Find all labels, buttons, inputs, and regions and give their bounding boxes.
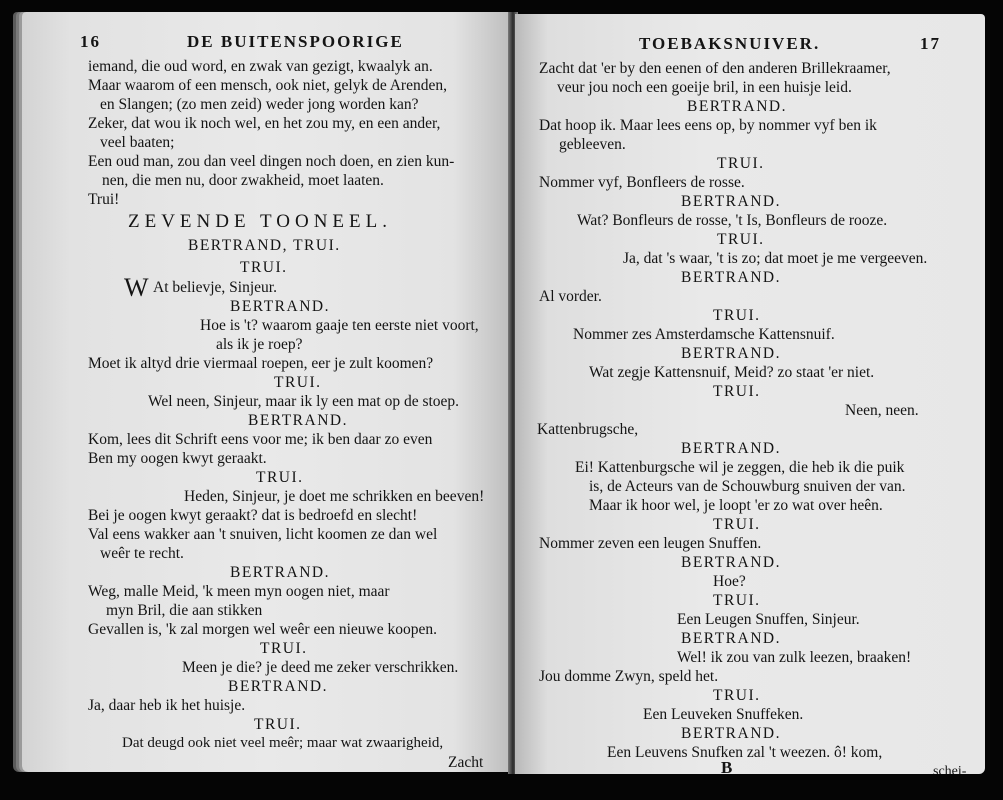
text-line: Zeker, dat wou ik noch wel, en het zou my, en een ander, <box>88 115 441 132</box>
text-line: Al vorder. <box>539 288 602 305</box>
text-line: Dat deugd ook niet veel meêr; maar wat zwaarigheid, <box>122 735 444 751</box>
text-line: Jou domme Zwyn, speld het. <box>539 668 719 685</box>
text-line: Moet ik altyd drie viermaal roepen, eer je zult koomen? <box>88 355 434 372</box>
speaker-label: BERTRAND. <box>687 98 787 115</box>
speaker-label: TRUI. <box>717 231 765 248</box>
text-line: Val eens wakker aan 't snuiven, licht koomen ze dan wel <box>88 526 438 543</box>
speaker-label: BERTRAND. <box>681 193 781 210</box>
left-page <box>22 12 512 772</box>
text-line: Wat zegje Kattensnuif, Meid? zo staat 'er niet. <box>589 364 875 381</box>
text-line: en Slangen; (zo men zeid) weder jong worden kan? <box>100 96 419 113</box>
text-line: Maar ik hoor wel, je loopt 'er zo wat over heên. <box>589 497 883 514</box>
text-line: Ja, dat 's waar, 't is zo; dat moet je me vergeeven. <box>623 250 928 267</box>
text-line: Een Leuveken Snuffeken. <box>643 706 804 723</box>
text-line: At believje, Sinjeur. <box>153 279 277 296</box>
right-page <box>515 14 985 774</box>
speaker-label: TRUI. <box>717 155 765 172</box>
text-line: Neen, neen. <box>845 402 919 419</box>
speaker-label: BERTRAND. <box>681 269 781 286</box>
text-line: als ik je roep? <box>216 336 303 353</box>
text-line: myn Bril, die aan stikken <box>106 602 263 619</box>
speaker-label: TRUI. <box>260 640 308 657</box>
speaker-label: TRUI. <box>713 307 761 324</box>
right-running-head: TOEBAKSNUIVER. <box>639 34 821 53</box>
text-line: Gevallen is, 'k zal morgen wel weêr een nieuwe koopen. <box>88 621 437 638</box>
text-line: Nommer zeven een leugen Snuffen. <box>539 535 762 552</box>
speaker-label: TRUI. <box>256 469 304 486</box>
speaker-label: BERTRAND. <box>228 678 328 695</box>
speaker-label: TRUI. <box>713 687 761 704</box>
speaker-label: TRUI. <box>254 716 302 733</box>
text-line: Hoe is 't? waarom gaaje ten eerste niet voort, <box>200 317 479 334</box>
speaker-label: TRUI. <box>713 383 761 400</box>
text-line: Dat hoop ik. Maar lees eens op, by nommer vyf ben ik <box>539 117 877 134</box>
text-line: Een oud man, zou dan veel dingen noch doen, en zien kun- <box>88 153 455 170</box>
signature-mark: B <box>721 758 733 774</box>
scene-heading: ZEVENDE TOONEEL. <box>128 211 392 232</box>
text-line: veel baaten; <box>100 134 175 151</box>
drop-cap: W <box>124 273 149 302</box>
speaker-label: BERTRAND. <box>681 440 781 457</box>
speaker-label: BERTRAND. <box>681 345 781 362</box>
left-page-number: 16 <box>80 32 101 51</box>
text-line: veur jou noch een goeije bril, in een huisje leid. <box>557 79 852 96</box>
text-line: is, de Acteurs van de Schouwburg snuiven der van. <box>589 478 906 495</box>
catchword: Zacht <box>448 754 484 771</box>
speaker-label: TRUI. <box>713 516 761 533</box>
text-line: Heden, Sinjeur, je doet me schrikken en beeven! <box>184 488 485 505</box>
text-line: iemand, die oud word, en zwak van gezigt, kwaalyk an. <box>88 58 433 75</box>
text-line: Wel neen, Sinjeur, maar ik ly een mat op de stoep. <box>148 393 460 410</box>
text-line: nen, die men nu, door zwakheid, moet laaten. <box>102 172 384 189</box>
text-line: Bei je oogen kwyt geraakt? dat is bedroefd en slecht! <box>88 507 418 524</box>
text-line: Maar waarom of een mensch, ook niet, gelyk de Arenden, <box>88 77 447 94</box>
character-list: BERTRAND, TRUI. <box>188 237 341 254</box>
text-line: gebleeven. <box>559 136 626 153</box>
speaker-label: TRUI. <box>713 592 761 609</box>
catchword: schei- <box>933 764 967 774</box>
text-line: Wat? Bonfleurs de rosse, 't Is, Bonfleurs de rooze. <box>577 212 888 229</box>
text-line: Kom, lees dit Schrift eens voor me; ik ben daar zo even <box>88 431 433 448</box>
text-line: Zacht dat 'er by den eenen of den anderen Brillekraamer, <box>539 60 891 77</box>
text-line: Een Leugen Snuffen, Sinjeur. <box>677 611 860 628</box>
speaker-label: BERTRAND. <box>681 725 781 742</box>
speaker-label: TRUI. <box>240 259 288 276</box>
text-line: Nommer vyf, Bonfleers de rosse. <box>539 174 745 191</box>
text-line: Hoe? <box>713 573 746 590</box>
text-line: Nommer zes Amsterdamsche Kattensnuif. <box>573 326 835 343</box>
speaker-label: BERTRAND. <box>230 298 330 315</box>
speaker-label: BERTRAND. <box>681 554 781 571</box>
text-line: Weg, malle Meid, 'k meen myn oogen niet, maar <box>88 583 390 600</box>
left-running-head: DE BUITENSPOORIGE <box>187 32 404 51</box>
text-line: Kattenbrugsche, <box>537 421 639 438</box>
right-page-number: 17 <box>920 34 941 53</box>
text-line: Trui! <box>88 191 120 208</box>
text-line: weêr te recht. <box>100 545 184 562</box>
text-line: Wel! ik zou van zulk leezen, braaken! <box>677 649 912 666</box>
text-line: Ja, daar heb ik het huisje. <box>88 697 246 714</box>
text-line: Een Leuvens Snufken zal 't weezen. ô! kom, <box>607 744 883 761</box>
speaker-label: TRUI. <box>274 374 322 391</box>
text-line: Ei! Kattenburgsche wil je zeggen, die heb ik die puik <box>575 459 905 476</box>
text-line: Meen je die? je deed me zeker verschrikken. <box>182 659 459 676</box>
speaker-label: BERTRAND. <box>230 564 330 581</box>
text-line: Ben my oogen kwyt geraakt. <box>88 450 267 467</box>
speaker-label: BERTRAND. <box>681 630 781 647</box>
speaker-label: BERTRAND. <box>248 412 348 429</box>
